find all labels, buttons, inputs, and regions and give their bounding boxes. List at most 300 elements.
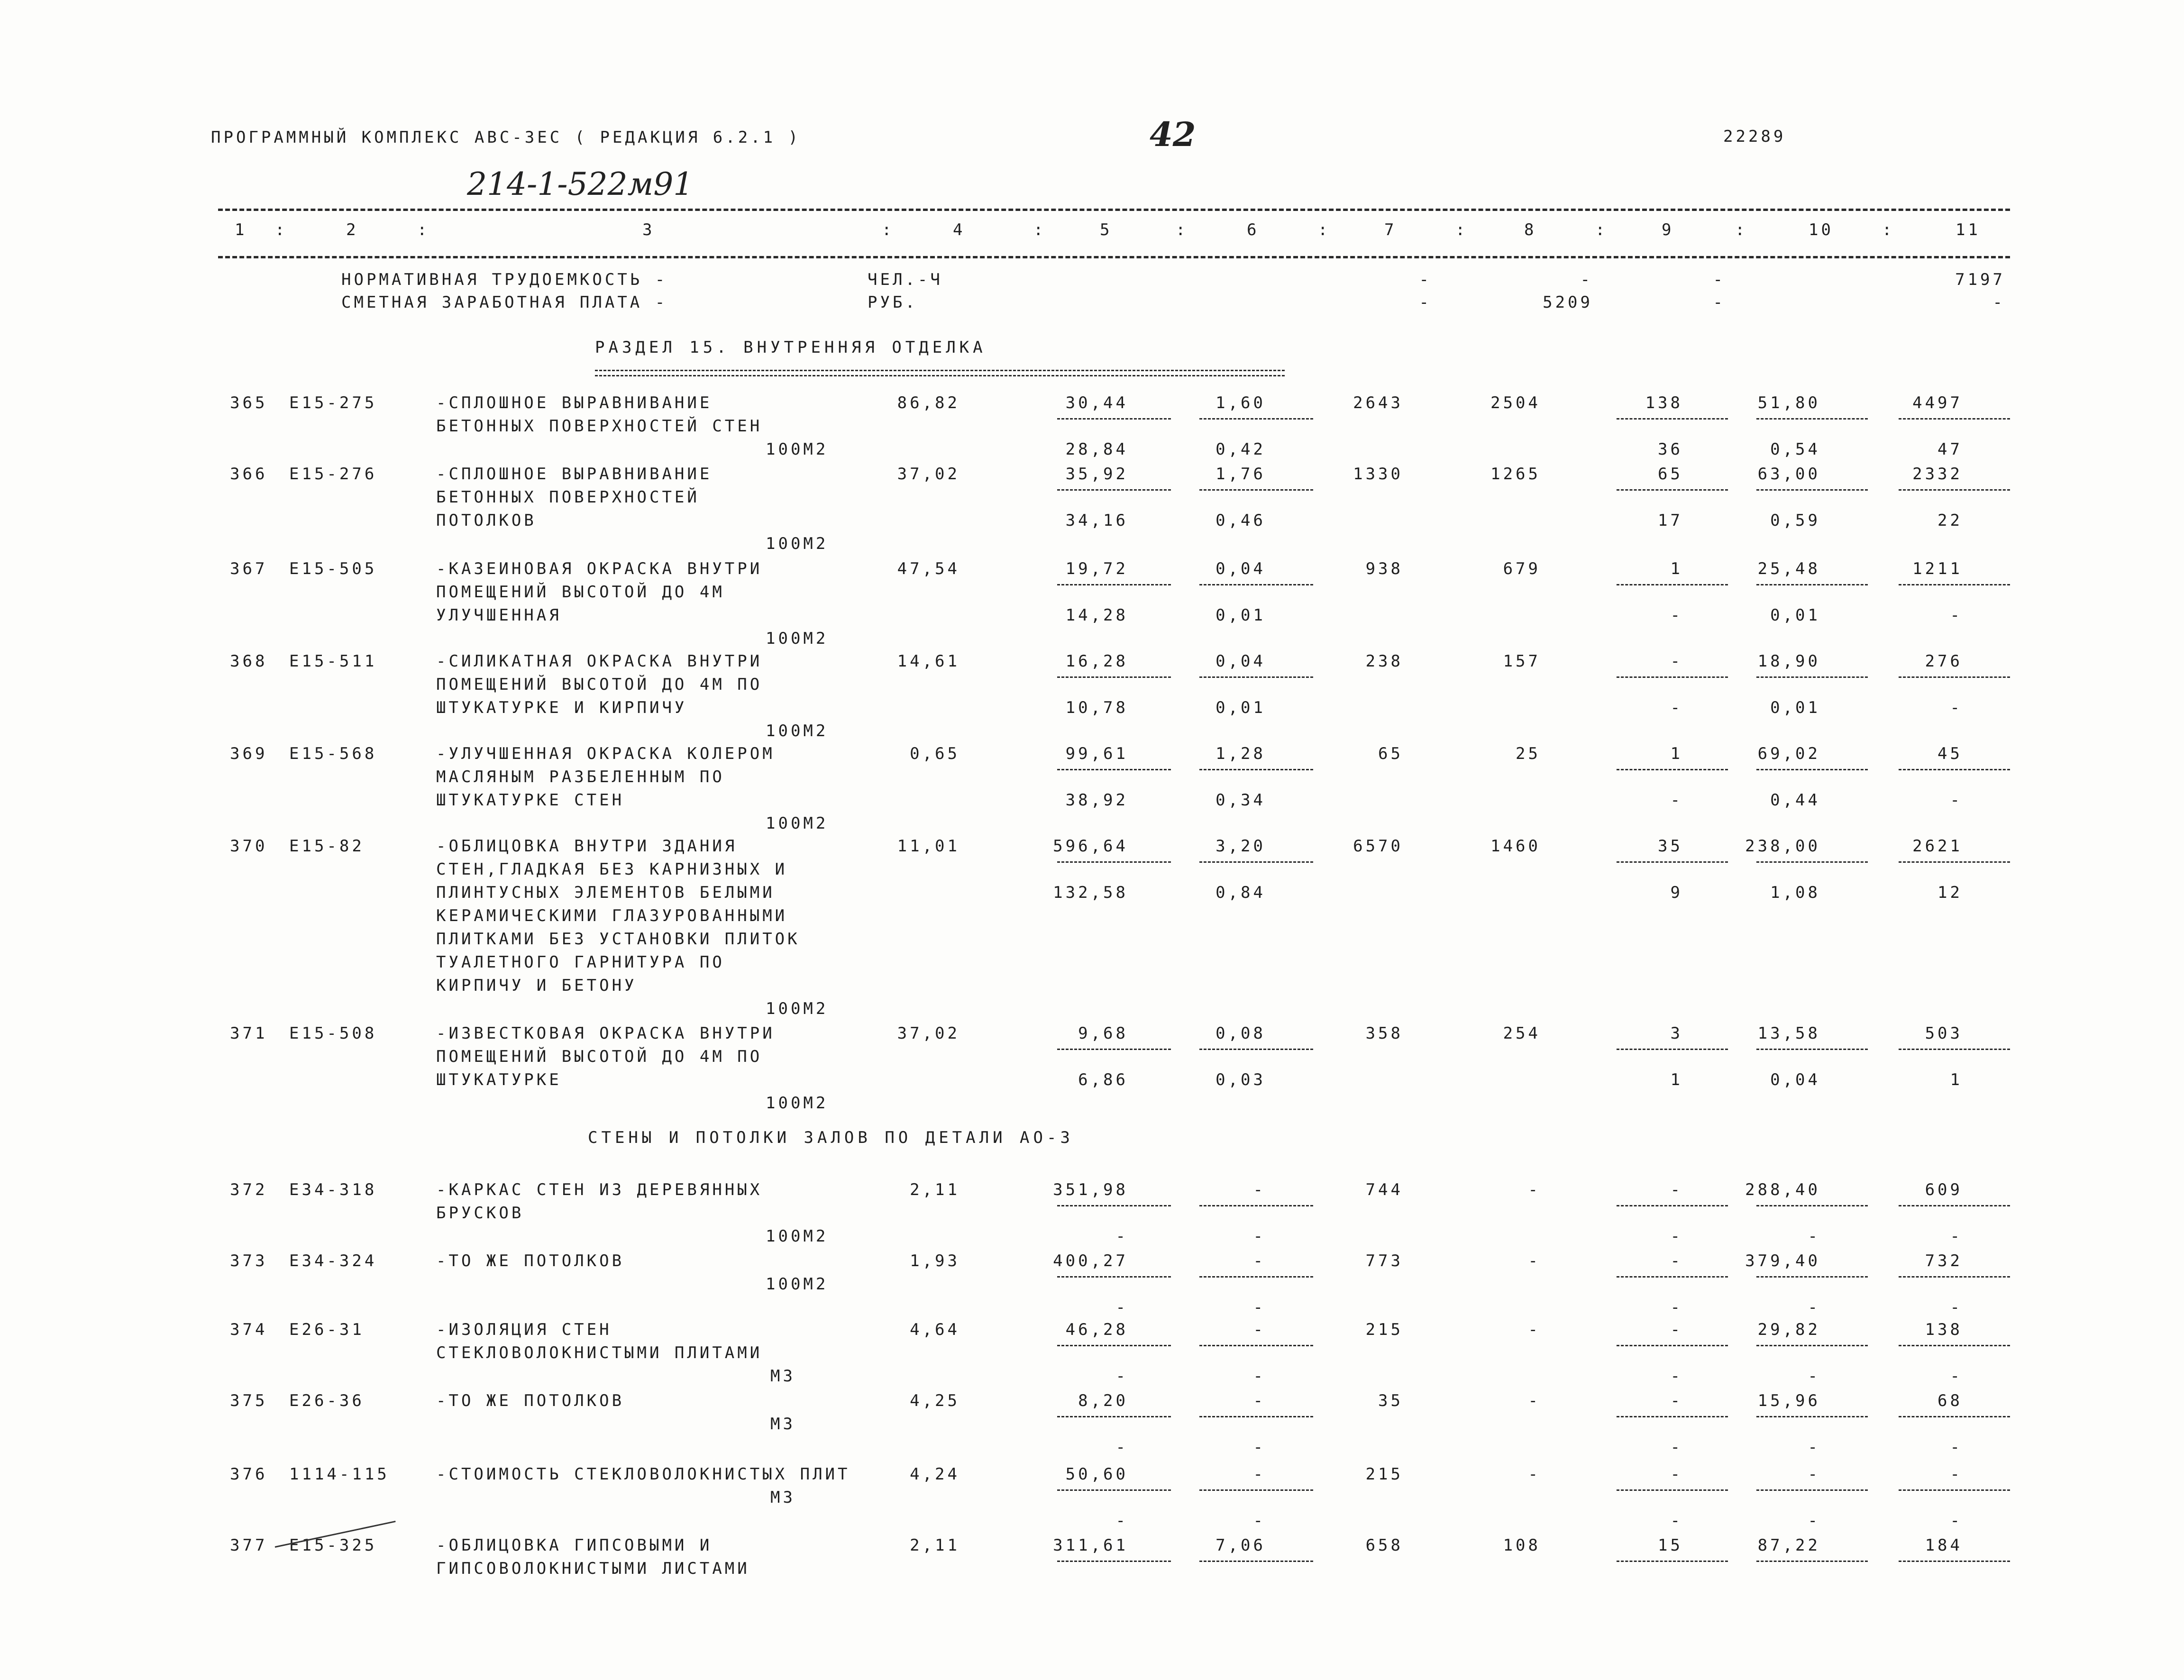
row-col7: 744 (1365, 1180, 1403, 1199)
row-quantity: 86,82 (897, 393, 960, 412)
row-col7: 215 (1365, 1320, 1403, 1339)
row-col9-sub: 36 (1658, 440, 1683, 459)
row-col6-total: 0,08 (1215, 1024, 1266, 1043)
row-description: -УЛУЧШЕННАЯ ОКРАСКА КОЛЕРОМ (436, 744, 775, 763)
row-number: 372 (230, 1180, 268, 1199)
row-quantity: 1,93 (910, 1251, 960, 1270)
value-divider-line (1199, 1416, 1313, 1417)
row-code: Е34-318 (289, 1180, 377, 1199)
row-description: СТЕКЛОВОЛОКНИСТЫМИ ПЛИТАМИ (436, 1343, 763, 1362)
row-col8: 2504 (1490, 393, 1541, 412)
column-header-3: 3 (642, 220, 655, 239)
row-col5-sub: 10,78 (1065, 698, 1128, 717)
row-col7: 2643 (1353, 393, 1403, 412)
row-description: -КАЗЕИНОВАЯ ОКРАСКА ВНУТРИ (436, 559, 763, 578)
row-number: 374 (230, 1320, 268, 1339)
row-number: 371 (230, 1024, 268, 1043)
column-separator: : (882, 220, 895, 239)
column-header-10: 10 (1809, 220, 1834, 239)
row-col8: 108 (1503, 1536, 1541, 1555)
value-divider-line (1756, 769, 1868, 770)
row-col10-total: 379,40 (1745, 1251, 1820, 1270)
row-col11-sub: - (1950, 606, 1963, 625)
value-divider-line (1756, 676, 1868, 678)
row-col6-total: 7,06 (1215, 1536, 1266, 1555)
row-col8: 157 (1503, 652, 1541, 671)
row-description: КЕРАМИЧЕСКИМИ ГЛАЗУРОВАННЫМИ (436, 906, 788, 925)
row-col8: - (1528, 1180, 1541, 1199)
column-header-4: 4 (953, 220, 966, 239)
row-code: 1114-115 (289, 1465, 390, 1484)
row-description: -ОБЛИЦОВКА ВНУТРИ ЗДАНИЯ (436, 837, 738, 856)
row-col9-total: 15 (1658, 1536, 1683, 1555)
row-col10-total: 238,00 (1745, 837, 1820, 856)
row-col9-sub: - (1670, 1511, 1683, 1530)
row-col7: 938 (1365, 559, 1403, 578)
row-col6-sub: - (1253, 1298, 1266, 1317)
row-col11-total: 503 (1925, 1024, 1963, 1043)
totals-label: НОРМАТИВНАЯ ТРУДОЕМКОСТЬ - (341, 270, 668, 289)
row-col11-total: 276 (1925, 652, 1963, 671)
value-divider-line (1899, 769, 2010, 770)
row-description: -ТО ЖЕ ПОТОЛКОВ (436, 1251, 625, 1270)
value-divider-line (1057, 1276, 1171, 1278)
row-col11-total: 2621 (1912, 837, 1963, 856)
value-divider-line (1199, 1276, 1313, 1278)
row-col7: 215 (1365, 1465, 1403, 1484)
row-col11-total: 1211 (1912, 559, 1963, 578)
row-code: Е15-568 (289, 744, 377, 763)
row-description: -СИЛИКАТНАЯ ОКРАСКА ВНУТРИ (436, 652, 763, 671)
row-description: ТУАЛЕТНОГО ГАРНИТУРА ПО (436, 953, 725, 972)
row-col6-total: - (1253, 1391, 1266, 1410)
column-separator: : (1318, 220, 1331, 239)
value-divider-line (1057, 1416, 1171, 1417)
value-divider-line (1057, 676, 1171, 678)
row-col7: 1330 (1353, 465, 1403, 484)
row-col10-sub: - (1808, 1511, 1820, 1530)
row-col10-sub: 0,44 (1770, 791, 1820, 810)
row-col11-total: 68 (1937, 1391, 1963, 1410)
column-header-8: 8 (1524, 220, 1537, 239)
header-rule-top (218, 209, 2010, 211)
value-divider-line (1617, 676, 1728, 678)
value-divider-line (1057, 1205, 1171, 1206)
value-divider-line (1756, 1205, 1868, 1206)
row-col11-sub: - (1950, 1438, 1963, 1457)
row-col9-total: - (1670, 1391, 1683, 1410)
row-description: ПЛИТКАМИ БЕЗ УСТАНОВКИ ПЛИТОК (436, 930, 800, 949)
row-description: ПОТОЛКОВ (436, 511, 537, 530)
value-divider-line (1756, 1049, 1868, 1050)
row-col10-total: 18,90 (1757, 652, 1820, 671)
row-col10-total: 13,58 (1757, 1024, 1820, 1043)
column-header-11: 11 (1956, 220, 1981, 239)
row-col5-sub: - (1115, 1227, 1128, 1246)
value-divider-line (1057, 861, 1171, 863)
row-quantity: 4,25 (910, 1391, 960, 1410)
value-divider-line (1756, 489, 1868, 491)
row-col6-sub: 0,42 (1215, 440, 1266, 459)
row-description: -СПЛОШНОЕ ВЫРАВНИВАНИЕ (436, 393, 713, 412)
row-col7: 658 (1365, 1536, 1403, 1555)
row-code: Е26-36 (289, 1391, 365, 1410)
row-code: Е15-276 (289, 465, 377, 484)
value-divider-line (1756, 1416, 1868, 1417)
column-separator: : (417, 220, 430, 239)
row-col9-total: 138 (1645, 393, 1683, 412)
row-col9-sub: 1 (1670, 1070, 1683, 1089)
value-divider-line (1899, 418, 2010, 420)
row-col5-total: 351,98 (1053, 1180, 1128, 1199)
row-col11-total: 184 (1925, 1536, 1963, 1555)
row-col10-sub: - (1808, 1298, 1820, 1317)
row-quantity: 47,54 (897, 559, 960, 578)
value-divider-line (1057, 489, 1171, 491)
row-col11-sub: - (1950, 1227, 1963, 1246)
row-col9-sub: - (1670, 791, 1683, 810)
row-col9-total: - (1670, 1465, 1683, 1484)
value-divider-line (1756, 1561, 1868, 1562)
row-col10-sub: - (1808, 1367, 1820, 1386)
row-col9-total: 1 (1670, 559, 1683, 578)
value-divider-line (1899, 489, 2010, 491)
row-col6-sub: - (1253, 1438, 1266, 1457)
row-code: Е15-505 (289, 559, 377, 578)
row-col6-sub: - (1253, 1511, 1266, 1530)
row-col5-total: 8,20 (1078, 1391, 1128, 1410)
row-col10-total: 29,82 (1757, 1320, 1820, 1339)
row-col6-total: - (1253, 1465, 1266, 1484)
row-number: 370 (230, 837, 268, 856)
row-col8: - (1528, 1391, 1541, 1410)
value-divider-line (1057, 1489, 1171, 1491)
row-col10-sub: - (1808, 1227, 1820, 1246)
row-col10-sub: 0,04 (1770, 1070, 1820, 1089)
row-col9-total: - (1670, 1320, 1683, 1339)
value-divider-line (1617, 769, 1728, 770)
value-divider-line (1199, 1345, 1313, 1346)
row-unit: М3 (770, 1415, 795, 1433)
row-col7: 773 (1365, 1251, 1403, 1270)
column-separator: : (1882, 220, 1895, 239)
row-col9-sub: - (1670, 698, 1683, 717)
row-description: -СТОИМОСТЬ СТЕКЛОВОЛОКНИСТЫХ ПЛИТ (436, 1465, 850, 1484)
row-description: БРУСКОВ (436, 1204, 524, 1223)
value-divider-line (1057, 1345, 1171, 1346)
row-unit: М3 (770, 1367, 795, 1386)
row-unit: 100М2 (766, 721, 829, 740)
row-col10-total: 15,96 (1757, 1391, 1820, 1410)
value-divider-line (1617, 489, 1728, 491)
row-col6-total: 1,76 (1215, 465, 1266, 484)
column-header-9: 9 (1662, 220, 1674, 239)
totals-col8: 5209 (1543, 293, 1593, 312)
value-divider-line (1899, 861, 2010, 863)
row-col9-total: - (1670, 652, 1683, 671)
row-col11-sub: - (1950, 1298, 1963, 1317)
row-code: Е34-324 (289, 1251, 377, 1270)
row-col10-sub: 0,01 (1770, 698, 1820, 717)
row-col10-total: - (1808, 1465, 1820, 1484)
row-col8: 1460 (1490, 837, 1541, 856)
value-divider-line (1199, 584, 1313, 585)
value-divider-line (1899, 584, 2010, 585)
totals-col7: - (1419, 270, 1432, 289)
value-divider-line (1199, 676, 1313, 678)
row-quantity: 37,02 (897, 1024, 960, 1043)
value-divider-line (1756, 1276, 1868, 1278)
row-col6-sub: - (1253, 1367, 1266, 1386)
row-col10-sub: 0,59 (1770, 511, 1820, 530)
row-unit: 100М2 (766, 1227, 829, 1246)
row-col10-sub: 0,54 (1770, 440, 1820, 459)
totals-col7: - (1419, 293, 1432, 312)
row-col7: 6570 (1353, 837, 1403, 856)
row-col11-sub: 22 (1937, 511, 1963, 530)
row-description: ШТУКАТУРКЕ СТЕН (436, 791, 625, 810)
row-col10-sub: 1,08 (1770, 883, 1820, 902)
column-header-7: 7 (1384, 220, 1397, 239)
row-number: 375 (230, 1391, 268, 1410)
program-header: ПРОГРАММНЫЙ КОМПЛЕКС АВС-3ЕС ( РЕДАКЦИЯ 6.2.1 ) (211, 128, 801, 147)
row-description: МАСЛЯНЫМ РАЗБЕЛЕННЫМ ПО (436, 767, 725, 786)
row-code: Е15-82 (289, 837, 365, 856)
row-col6-sub: - (1253, 1227, 1266, 1246)
value-divider-line (1899, 1345, 2010, 1346)
row-code: Е15-511 (289, 652, 377, 671)
row-col10-total: 51,80 (1757, 393, 1820, 412)
handwritten-project-number: 214-1-522м91 (467, 166, 694, 202)
row-number: 373 (230, 1251, 268, 1270)
section-underline (595, 370, 1285, 376)
row-col6-sub: 0,01 (1215, 698, 1266, 717)
value-divider-line (1617, 418, 1728, 420)
row-col11-total: 609 (1925, 1180, 1963, 1199)
row-number: 368 (230, 652, 268, 671)
totals-col9: - (1713, 293, 1726, 312)
row-quantity: 4,64 (910, 1320, 960, 1339)
row-col6-sub: 0,84 (1215, 883, 1266, 902)
row-code: Е15-325 (289, 1536, 377, 1555)
row-col5-sub: - (1115, 1438, 1128, 1457)
totals-col9: - (1713, 270, 1726, 289)
row-description: БЕТОННЫХ ПОВЕРХНОСТЕЙ (436, 488, 700, 507)
row-quantity: 2,11 (910, 1536, 960, 1555)
row-col11-total: 45 (1937, 744, 1963, 763)
row-col9-sub: 9 (1670, 883, 1683, 902)
row-col5-total: 16,28 (1065, 652, 1128, 671)
row-quantity: 4,24 (910, 1465, 960, 1484)
value-divider-line (1617, 861, 1728, 863)
value-divider-line (1617, 1205, 1728, 1206)
value-divider-line (1199, 418, 1313, 420)
row-description: ГИПСОВОЛОКНИСТЫМИ ЛИСТАМИ (436, 1559, 750, 1578)
row-description: ПОМЕЩЕНИЙ ВЫСОТОЙ ДО 4М ПО (436, 675, 763, 694)
row-description: -СПЛОШНОЕ ВЫРАВНИВАНИЕ (436, 465, 713, 484)
row-description: УЛУЧШЕННАЯ (436, 606, 562, 625)
row-col6-total: 1,28 (1215, 744, 1266, 763)
row-col5-total: 35,92 (1065, 465, 1128, 484)
row-col11-sub: - (1950, 1367, 1963, 1386)
row-col5-total: 46,28 (1065, 1320, 1128, 1339)
row-quantity: 11,01 (897, 837, 960, 856)
column-separator: : (1033, 220, 1046, 239)
row-number: 365 (230, 393, 268, 412)
value-divider-line (1617, 1276, 1728, 1278)
row-col7: 358 (1365, 1024, 1403, 1043)
row-col5-total: 30,44 (1065, 393, 1128, 412)
row-code: Е15-508 (289, 1024, 377, 1043)
row-col9-sub: - (1670, 606, 1683, 625)
row-description: ШТУКАТУРКЕ (436, 1070, 562, 1089)
value-divider-line (1199, 489, 1313, 491)
row-col6-total: 0,04 (1215, 652, 1266, 671)
totals-label: СМЕТНАЯ ЗАРАБОТНАЯ ПЛАТА - (341, 293, 668, 312)
row-col10-total: 63,00 (1757, 465, 1820, 484)
row-description: -ТО ЖЕ ПОТОЛКОВ (436, 1391, 625, 1410)
row-col5-total: 596,64 (1053, 837, 1128, 856)
row-col7: 35 (1378, 1391, 1403, 1410)
row-col5-total: 311,61 (1053, 1536, 1128, 1555)
value-divider-line (1899, 1276, 2010, 1278)
row-col10-sub: - (1808, 1438, 1820, 1457)
value-divider-line (1899, 1489, 2010, 1491)
row-col11-sub: 47 (1937, 440, 1963, 459)
row-col9-sub: - (1670, 1367, 1683, 1386)
row-col6-total: 0,04 (1215, 559, 1266, 578)
value-divider-line (1057, 1561, 1171, 1562)
row-description: КИРПИЧУ И БЕТОНУ (436, 976, 637, 995)
row-description: СТЕН,ГЛАДКАЯ БЕЗ КАРНИЗНЫХ И (436, 860, 788, 879)
row-col6-total: 3,20 (1215, 837, 1266, 856)
row-unit: 100М2 (766, 814, 829, 833)
totals-unit: РУБ. (868, 293, 918, 312)
value-divider-line (1057, 584, 1171, 585)
value-divider-line (1617, 584, 1728, 585)
row-col5-sub: - (1115, 1298, 1128, 1317)
row-col7: 238 (1365, 652, 1403, 671)
value-divider-line (1756, 861, 1868, 863)
row-col10-total: 288,40 (1745, 1180, 1820, 1199)
row-unit: 100М2 (766, 440, 829, 459)
row-unit: 100М2 (766, 1275, 829, 1294)
row-col10-sub: 0,01 (1770, 606, 1820, 625)
row-col5-sub: 6,86 (1078, 1070, 1128, 1089)
section-title: РАЗДЕЛ 15. ВНУТРЕННЯЯ ОТДЕЛКА (595, 338, 987, 357)
column-separator: : (1735, 220, 1748, 239)
document-code: 22289 (1723, 127, 1786, 146)
row-col8: 25 (1516, 744, 1541, 763)
row-number: 366 (230, 465, 268, 484)
row-col6-sub: 0,01 (1215, 606, 1266, 625)
row-quantity: 0,65 (910, 744, 960, 763)
row-col9-total: - (1670, 1180, 1683, 1199)
row-code: Е15-275 (289, 393, 377, 412)
row-col6-total: - (1253, 1251, 1266, 1270)
row-col8: - (1528, 1320, 1541, 1339)
totals-unit: ЧЕЛ.-Ч (868, 270, 943, 289)
value-divider-line (1199, 769, 1313, 770)
row-col5-total: 400,27 (1053, 1251, 1128, 1270)
row-col9-total: 1 (1670, 744, 1683, 763)
row-unit: 100М2 (766, 1094, 829, 1113)
row-col5-total: 19,72 (1065, 559, 1128, 578)
column-separator: : (275, 220, 288, 239)
row-col8: 254 (1503, 1024, 1541, 1043)
value-divider-line (1756, 584, 1868, 585)
row-col11-sub: - (1950, 1511, 1963, 1530)
row-col6-sub: 0,34 (1215, 791, 1266, 810)
value-divider-line (1617, 1416, 1728, 1417)
row-col5-total: 9,68 (1078, 1024, 1128, 1043)
row-col11-sub: - (1950, 698, 1963, 717)
row-col9-total: 3 (1670, 1024, 1683, 1043)
row-description: ПОМЕЩЕНИЙ ВЫСОТОЙ ДО 4М (436, 583, 725, 602)
row-col11-sub: - (1950, 791, 1963, 810)
row-col9-total: 35 (1658, 837, 1683, 856)
column-separator: : (1176, 220, 1188, 239)
row-col6-total: - (1253, 1320, 1266, 1339)
row-col11-sub: 12 (1937, 883, 1963, 902)
value-divider-line (1057, 1049, 1171, 1050)
row-col8: - (1528, 1251, 1541, 1270)
row-col5-sub: 28,84 (1065, 440, 1128, 459)
row-col5-sub: 34,16 (1065, 511, 1128, 530)
row-col9-sub: - (1670, 1298, 1683, 1317)
row-col5-sub: 14,28 (1065, 606, 1128, 625)
row-number: 377 (230, 1536, 268, 1555)
row-number: 376 (230, 1465, 268, 1484)
value-divider-line (1199, 861, 1313, 863)
value-divider-line (1899, 1416, 2010, 1417)
row-col11-total: 138 (1925, 1320, 1963, 1339)
row-col10-total: 25,48 (1757, 559, 1820, 578)
row-code: Е26-31 (289, 1320, 365, 1339)
value-divider-line (1756, 1345, 1868, 1346)
row-unit: 100М2 (766, 534, 829, 553)
totals-col11: 7197 (1955, 270, 2005, 289)
value-divider-line (1617, 1049, 1728, 1050)
row-col5-total: 99,61 (1065, 744, 1128, 763)
totals-col8: - (1580, 270, 1593, 289)
row-description: ШТУКАТУРКЕ И КИРПИЧУ (436, 698, 687, 717)
row-number: 367 (230, 559, 268, 578)
value-divider-line (1199, 1049, 1313, 1050)
value-divider-line (1756, 418, 1868, 420)
row-col9-total: 65 (1658, 465, 1683, 484)
header-rule-bottom (218, 256, 2010, 258)
row-col5-sub: - (1115, 1511, 1128, 1530)
column-separator: : (1595, 220, 1608, 239)
row-col10-total: 87,22 (1757, 1536, 1820, 1555)
row-col11-total: 2332 (1912, 465, 1963, 484)
value-divider-line (1756, 1489, 1868, 1491)
value-divider-line (1899, 1049, 2010, 1050)
row-description: ПЛИНТУСНЫХ ЭЛЕМЕНТОВ БЕЛЫМИ (436, 883, 775, 902)
row-col11-total: 4497 (1912, 393, 1963, 412)
value-divider-line (1057, 769, 1171, 770)
row-col5-sub: - (1115, 1367, 1128, 1386)
value-divider-line (1199, 1561, 1313, 1562)
row-col11-total: 732 (1925, 1251, 1963, 1270)
row-col5-total: 50,60 (1065, 1465, 1128, 1484)
row-quantity: 37,02 (897, 465, 960, 484)
row-description: -ОБЛИЦОВКА ГИПСОВЫМИ И (436, 1536, 713, 1555)
row-col9-sub: - (1670, 1227, 1683, 1246)
row-col9-sub: - (1670, 1438, 1683, 1457)
row-col6-sub: 0,03 (1215, 1070, 1266, 1089)
